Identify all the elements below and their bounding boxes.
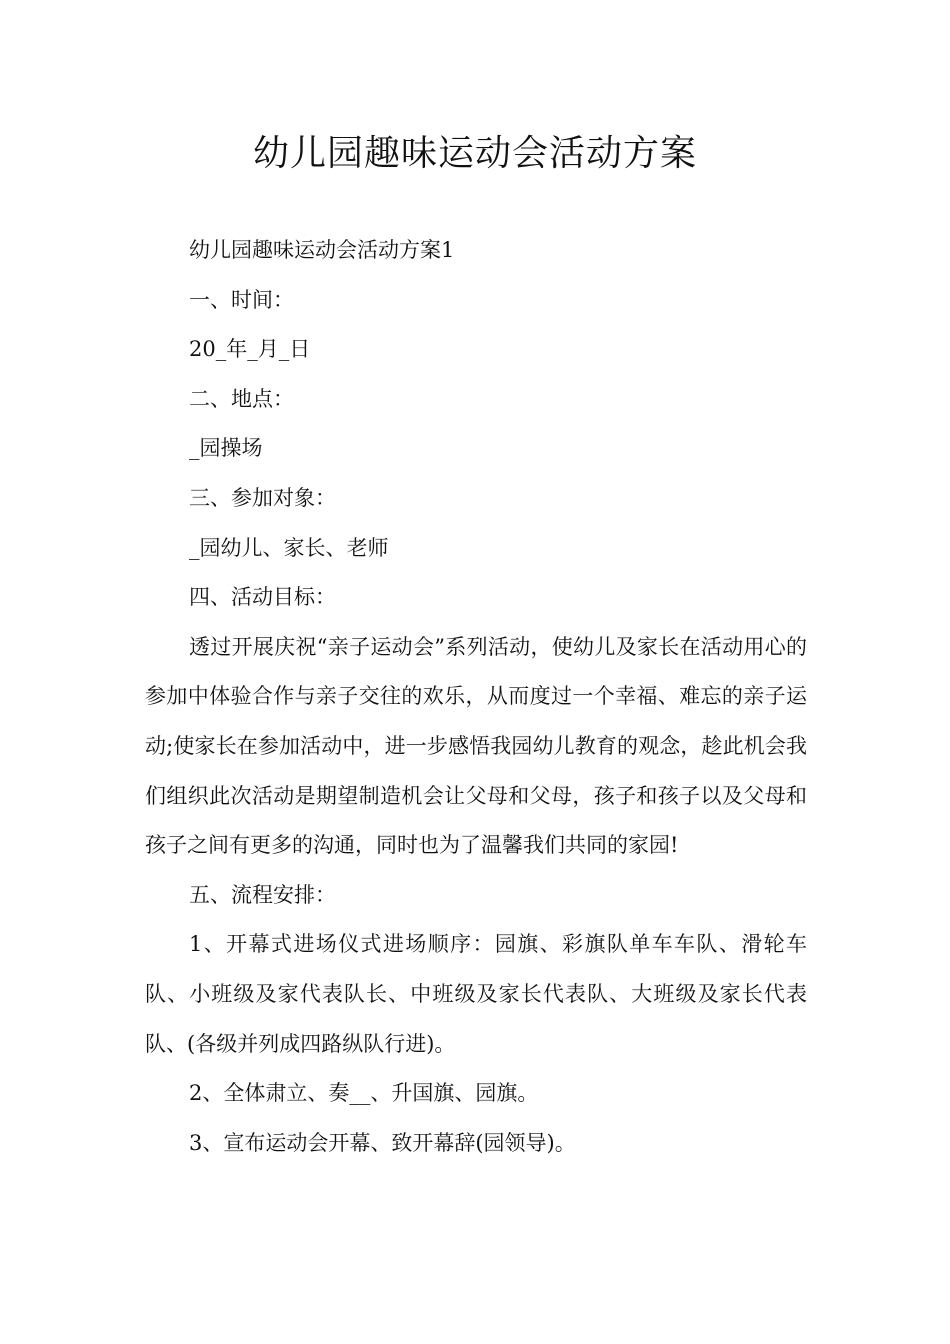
heading-time: 一、时间： [189, 287, 294, 312]
document-body [145, 226, 807, 1168]
heading-participants: 三、参加对象： [189, 485, 336, 510]
process-step-3: 3、宣布运动会开幕、致开幕辞(园领导)。 [189, 1130, 576, 1155]
process-step-1: 1、开幕式进场仪式进场顺序：园旗、彩旗队单车车队、滑轮车队、小班级及家代表队长、中班级及家长代表队、大班级及家长代表队、(各级并列成四路纵队行进)。 [145, 932, 807, 1056]
heading-location: 二、地点： [189, 386, 294, 411]
section-subtitle: 幼儿园趣味运动会活动方案1 [189, 238, 455, 262]
location-value: _园操场 [189, 436, 263, 461]
time-value: 20_年_月_日 [189, 337, 311, 362]
goals-paragraph: 透过开展庆祝“亲子运动会”系列活动，使幼儿及家长在活动用心的参加中体验合作与亲子交往的欢乐，从而度过一个幸福、难忘的亲子运动;使家长在参加活动中，进一步感悟我园幼儿教育的观念，趁此机会我们组织此次活动是期望制造机会让父母和父母，孩子和孩子以及父母和孩子之间有更多的沟通，同时也为了温馨我们共同的家园! [145, 634, 807, 858]
heading-goals: 四、活动目标： [189, 585, 336, 610]
heading-process: 五、流程安排： [189, 882, 336, 907]
document-title: 幼儿园趣味运动会活动方案 [252, 133, 697, 174]
process-step-2: 2、全体肃立、奏__、升国旗、园旗。 [189, 1081, 539, 1106]
participants-value: _园幼儿、家长、老师 [189, 535, 389, 560]
